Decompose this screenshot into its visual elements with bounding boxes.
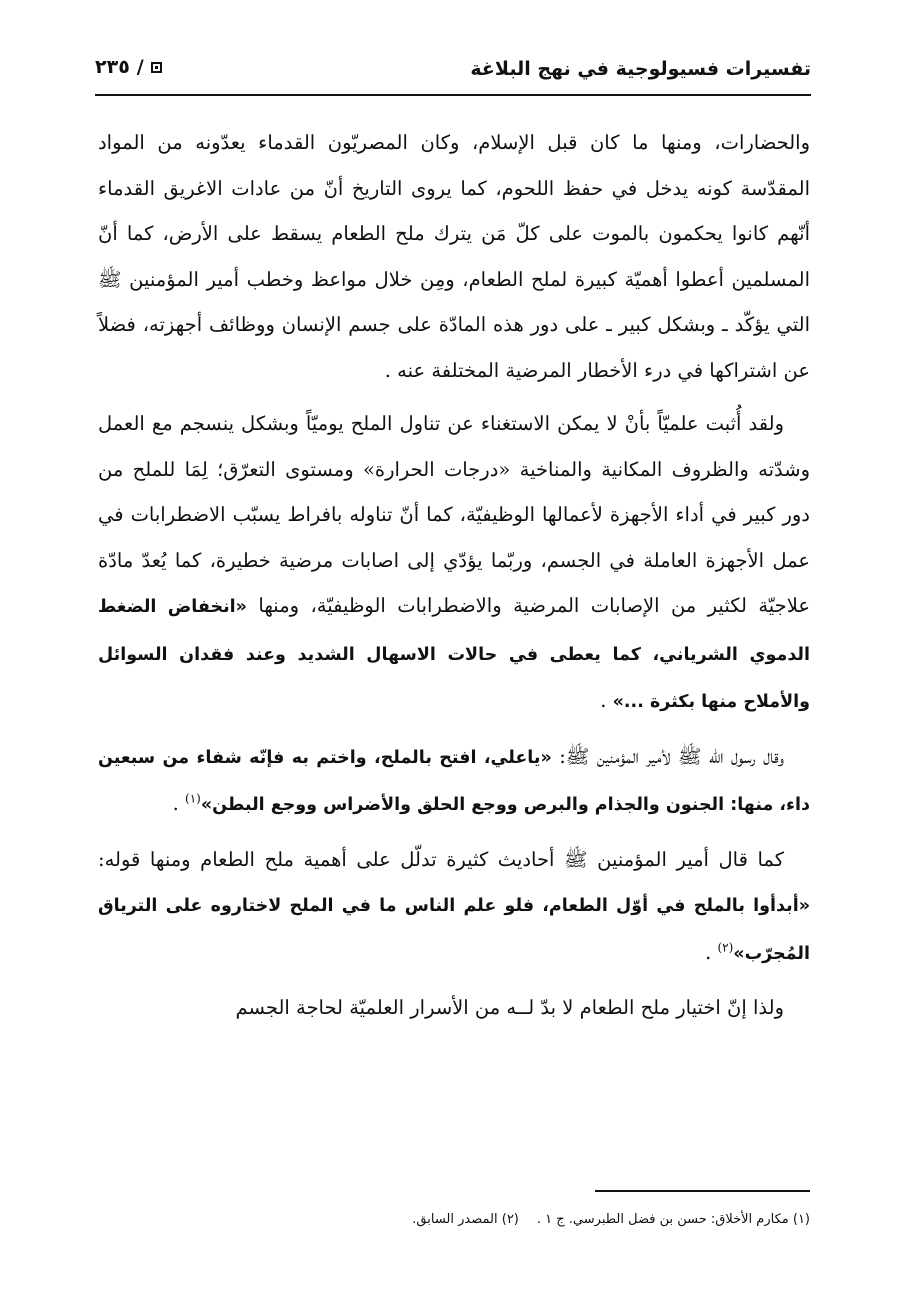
quoted-text: «أبدأوا بالملح في أوّل الطعام، فلو علم الناس ما في الملح لاختاروه على الترياق المُجرّب» bbox=[98, 896, 810, 964]
paragraph bbox=[98, 120, 810, 393]
paragraph-text: كما قال أمير المؤمنين ﷺ أحاديث كثيرة تدلّل على أهمية ملح الطعام ومنها قوله: bbox=[98, 847, 784, 871]
paragraph-end: . bbox=[600, 689, 613, 712]
quoted-text: «انخفاض الضغط الدموي الشرياني، كما يعطى في حالات الاسهال الشديد وعند فقدان السوائل والأملاح منها بكثرة ...» bbox=[98, 597, 810, 712]
running-header bbox=[95, 50, 811, 96]
paragraph bbox=[98, 985, 810, 1031]
page-number-block bbox=[95, 56, 162, 78]
paragraph bbox=[98, 837, 810, 978]
footnote-ref: (٢) bbox=[717, 940, 734, 954]
paragraph-end: . bbox=[172, 792, 185, 815]
footnotes bbox=[98, 1212, 810, 1227]
paragraph bbox=[98, 401, 810, 726]
chapter-title: تفسيرات فسيولوجية في نهج البلاغة bbox=[470, 58, 811, 80]
body-text bbox=[98, 120, 810, 1031]
footnote-divider bbox=[595, 1190, 810, 1192]
page-number: ٢٣٥ bbox=[95, 56, 130, 78]
paragraph-text: ولذا إنّ اختيار ملح الطعام لا بدّ لــه من الأسرار العلميّة لحاجة الجسم bbox=[235, 996, 784, 1019]
footnote-ref: (١) bbox=[185, 791, 201, 806]
square-ornament-icon bbox=[151, 62, 162, 73]
paragraph-text: ولقد أُثبت علميّاً بأنْ لا يمكن الاستغناء عن تناول الملح يوميّاً وبشكل ينسجم مع العمل وشدّته والظروف المكانية والمناخية «درجات الحرارة» ومستوى التعرّق؛ لِمَا للملح من دور كبير في أداء الأجهزة لأعمالها الوظيفيّة، كما أنّ تناوله بافراط يسبّب الاضطرابات في عمل الأجهزة العاملة في الجسم، وربّما يؤدّي إلى اصابات مرضية خطيرة، كما يُعدّ مادّة علاجيّة لكثير من الإصابات المرضية والاضطرابات الوظيفيّة، ومنها bbox=[98, 412, 810, 617]
paragraph-text: والحضارات، ومنها ما كان قبل الإسلام، وكان المصريّون القدماء يعدّونه من المواد المقدّسة كونه يدخل في حفظ اللحوم، كما يروى التاريخ أنّ من عادات الاغريق القدماء أنّهم كانوا يحكمون بالموت على كلّ مَن يترك ملح الطعام يسقط على الأرض، كما أنّ المسلمين أعطوا أهميّة كبيرة لملح الطعام، ومِن خلال مواعظ وخطب أمير المؤمنين ﷺ التي يؤكّد ـ وبشكل كبير ـ على دور هذه المادّة على جسم الإنسان ووظائف أجهزته، فضلاً عن اشتراكها في درء الأخطار المرضية المختلفة عنه . bbox=[98, 131, 810, 382]
footnote-2: (٢) المصدر السابق. bbox=[412, 1212, 519, 1227]
quoted-text: «ياعلي، افتح بالملح، واختم به فإنّه شفاء من سبعين داء، منها: الجنون والجذام والبرص ووجع الحلق والأضراس ووجع البطن» bbox=[98, 747, 810, 815]
paragraph-text: وقال رسول الله ﷺ لأمير المؤمنين ﷺ: bbox=[551, 744, 784, 768]
footnote-1: (١) مكارم الأخلاق: حسن بن فضل الطبرسي. ج ١ . bbox=[536, 1212, 810, 1227]
paragraph-end: . bbox=[705, 940, 718, 964]
paragraph bbox=[98, 734, 810, 829]
page-separator: / bbox=[136, 56, 144, 78]
